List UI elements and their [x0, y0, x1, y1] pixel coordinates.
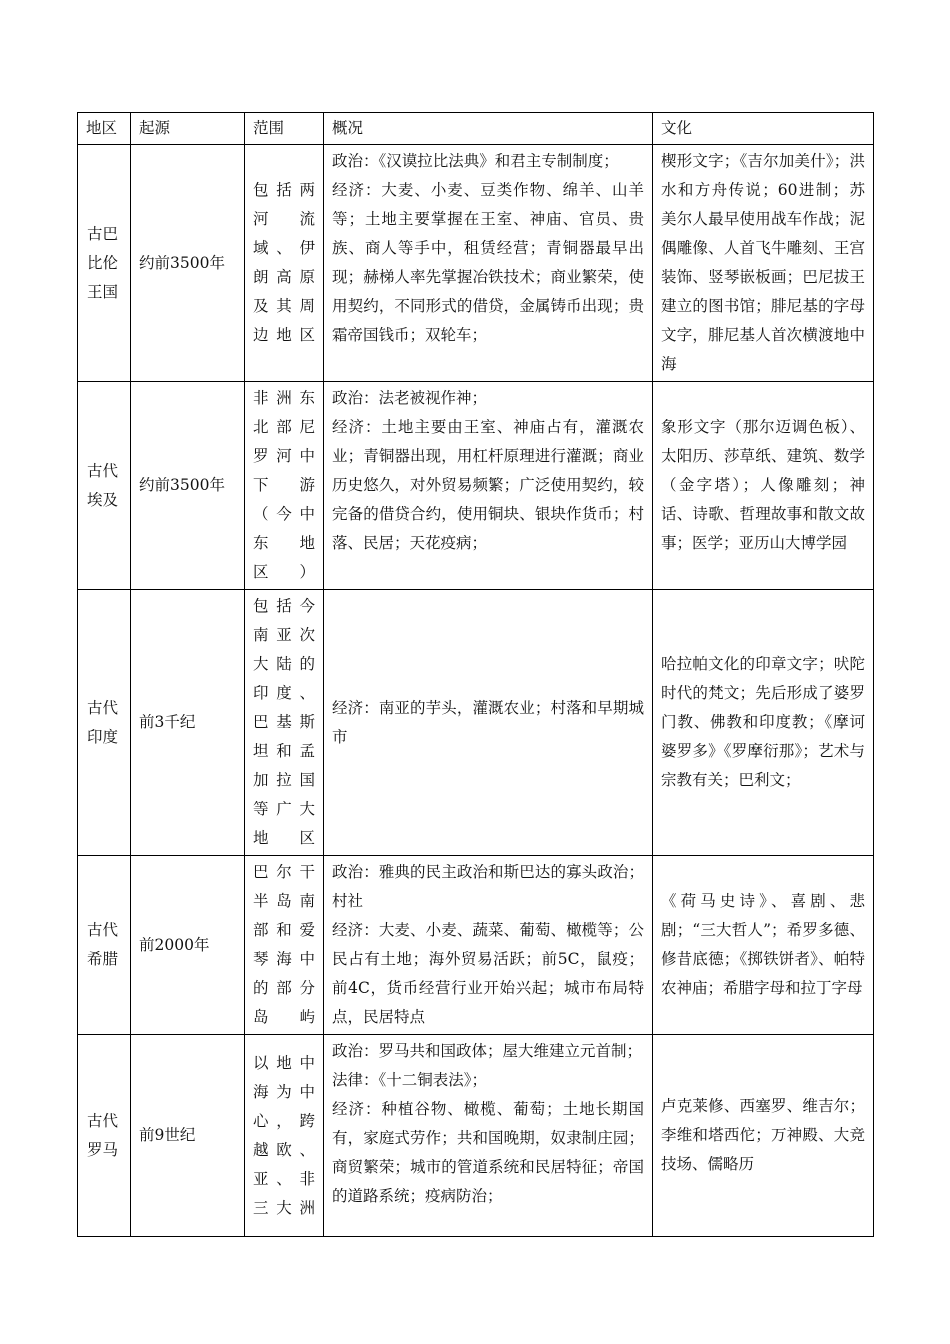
- scope-line: 河 流: [253, 210, 315, 228]
- header-origin: 起源: [131, 113, 245, 145]
- scope-line: 越欧、: [253, 1140, 315, 1159]
- scope-cell: [245, 145, 324, 382]
- scope-line: 罗河中: [253, 447, 315, 465]
- header-culture: 文化: [653, 113, 874, 145]
- scope-line: 加拉国: [253, 771, 315, 789]
- scope-line: 印度、: [253, 684, 315, 702]
- origin-cell: 前9世纪: [131, 1035, 245, 1237]
- region-line: 埃及: [87, 490, 119, 509]
- scope-line: 巴基斯: [253, 713, 315, 731]
- overview-cell: 经济：南亚的芋头，灌溉农业；村落和早期城市: [324, 590, 653, 856]
- overview-cell: 政治：罗马共和国政体；屋大维建立元首制； 法律：《十二铜表法》； 经济：种植谷物、橄榄、葡萄；土地长期国有，家庭式劳作；共和国晚期，奴隶制庄园；商贸繁荣；城市的管道系统和民居特征；帝国的道路系统；疫病防治；: [324, 1035, 653, 1237]
- origin-cell: 前3千纪: [131, 590, 245, 856]
- scope-line: 岛屿: [253, 1008, 315, 1026]
- scope-line: 域、伊: [253, 239, 315, 257]
- scope-line: 边地区: [253, 326, 315, 344]
- scope-line: 大陆的: [253, 655, 315, 673]
- region-cell: [78, 145, 131, 382]
- scope-line: 琴海中: [253, 950, 315, 968]
- region-cell: [78, 1035, 131, 1237]
- region-cell: [78, 382, 131, 590]
- overview-cell: 政治：雅典的民主政治和斯巴达的寡头政治；村社 经济：大麦、小麦、蔬菜、葡萄、橄榄等；公民占有土地；海外贸易活跃；前5C，鼠疫；前4C，货币经营行业开始兴起；城市布局特点，民居特点: [324, 856, 653, 1035]
- origin-cell: 约前3500年: [131, 145, 245, 382]
- table-body: [78, 113, 874, 1237]
- scope-line: 海为中: [253, 1082, 315, 1101]
- scope-line: 南亚次: [253, 626, 315, 644]
- region-line: 古代: [87, 461, 119, 480]
- region-line: 古代: [87, 921, 119, 939]
- culture-cell: 象形文字（那尔迈调色板）、太阳历、莎草纸、建筑、数学（金字塔）；人像雕刻；神话、诗歌、哲理故事和散文故事；医学；亚历山大博学园: [653, 382, 874, 590]
- scope-line: 朗高原: [253, 268, 315, 286]
- header-region: 地区: [78, 113, 131, 145]
- region-line: 比伦: [87, 253, 119, 272]
- culture-cell: 《荷马史诗》、喜剧、悲剧；“三大哲人”；希罗多德、修昔底德；《掷铁饼者》、帕特农神庙；希腊字母和拉丁字母: [653, 856, 874, 1035]
- origin-cell: 前2000年: [131, 856, 245, 1035]
- scope-line: 心，跨: [253, 1111, 315, 1130]
- region-line: 罗马: [87, 1140, 119, 1159]
- table-row: [78, 590, 874, 856]
- overview-cell: 政治：《汉谟拉比法典》和君主专制制度； 经济：大麦、小麦、豆类作物、绵羊、山羊等；土地主要掌握在王室、神庙、官员、贵族、商人等手中，租赁经营；青铜器最早出现；赫梯人率先掌握冶铁技术；商业繁荣，使用契约，不同形式的借贷，金属铸币出现；贵霜帝国钱币；双轮车；: [324, 145, 653, 382]
- header-scope: 范围: [245, 113, 324, 145]
- region-line: 古代: [87, 1111, 119, 1130]
- header-overview: 概况: [324, 113, 653, 145]
- region-line: 希腊: [87, 950, 119, 968]
- scope-line: 包括今: [253, 597, 315, 615]
- region-cell: [78, 590, 131, 856]
- scope-line: 坦和孟: [253, 742, 315, 760]
- scope-line: 亚、非: [253, 1169, 315, 1188]
- scope-line: 区）: [253, 563, 315, 581]
- header-row: [78, 113, 874, 145]
- scope-line: 地区: [253, 829, 315, 847]
- scope-cell: [245, 856, 324, 1035]
- region-line: 古代: [87, 698, 119, 717]
- culture-cell: 哈拉帕文化的印章文字；吠陀时代的梵文；先后形成了婆罗门教、佛教和印度教；《摩诃婆罗多》《罗摩衍那》；艺术与宗教有关；巴利文；: [653, 590, 874, 856]
- region-cell: [78, 856, 131, 1035]
- scope-line: 及其周: [253, 297, 315, 315]
- table-row: [78, 1035, 874, 1237]
- scope-line: 包括两: [253, 181, 315, 199]
- region-line: 古巴: [87, 224, 119, 243]
- table-row: [78, 145, 874, 382]
- scope-line: 北部尼: [253, 418, 315, 436]
- scope-cell: [245, 1035, 324, 1237]
- culture-cell: 卢克莱修、西塞罗、维吉尔；李维和塔西佗；万神殿、大竞技场、儒略历: [653, 1035, 874, 1237]
- scope-line: 部和爱: [253, 921, 315, 939]
- region-line: 印度: [87, 727, 119, 746]
- table-row: [78, 856, 874, 1035]
- scope-line: 半岛南: [253, 892, 315, 910]
- culture-cell: 楔形文字；《吉尔加美什》；洪水和方舟传说；60进制；苏美尔人最早使用战车作战；泥偶雕像、人首飞牛雕刻、王宫装饰、竖琴嵌板画；巴尼拔王建立的图书馆；腓尼基的字母文字，腓尼基人首次横渡地中海: [653, 145, 874, 382]
- scope-cell: [245, 382, 324, 590]
- civilization-table: [77, 112, 874, 1237]
- scope-line: 非洲东: [253, 389, 315, 407]
- scope-line: 下 游: [253, 476, 315, 494]
- table-row: [78, 382, 874, 590]
- scope-line: 东 地: [253, 534, 315, 552]
- scope-line: 等广大: [253, 800, 315, 818]
- scope-line: 三大洲: [253, 1198, 315, 1217]
- scope-line: （今中: [253, 505, 315, 523]
- region-line: 王国: [87, 282, 119, 301]
- scope-cell: [245, 590, 324, 856]
- overview-cell: 政治：法老被视作神； 经济：土地主要由王室、神庙占有，灌溉农业；青铜器出现，用杠杆原理进行灌溉；商业历史悠久，对外贸易频繁；广泛使用契约，较完备的借贷合约，使用铜块、银块作货币；村落、民居；天花疫病；: [324, 382, 653, 590]
- scope-line: 的部分: [253, 979, 315, 997]
- scope-line: 以地中: [253, 1053, 315, 1072]
- scope-line: 巴尔干: [253, 863, 315, 881]
- origin-cell: 约前3500年: [131, 382, 245, 590]
